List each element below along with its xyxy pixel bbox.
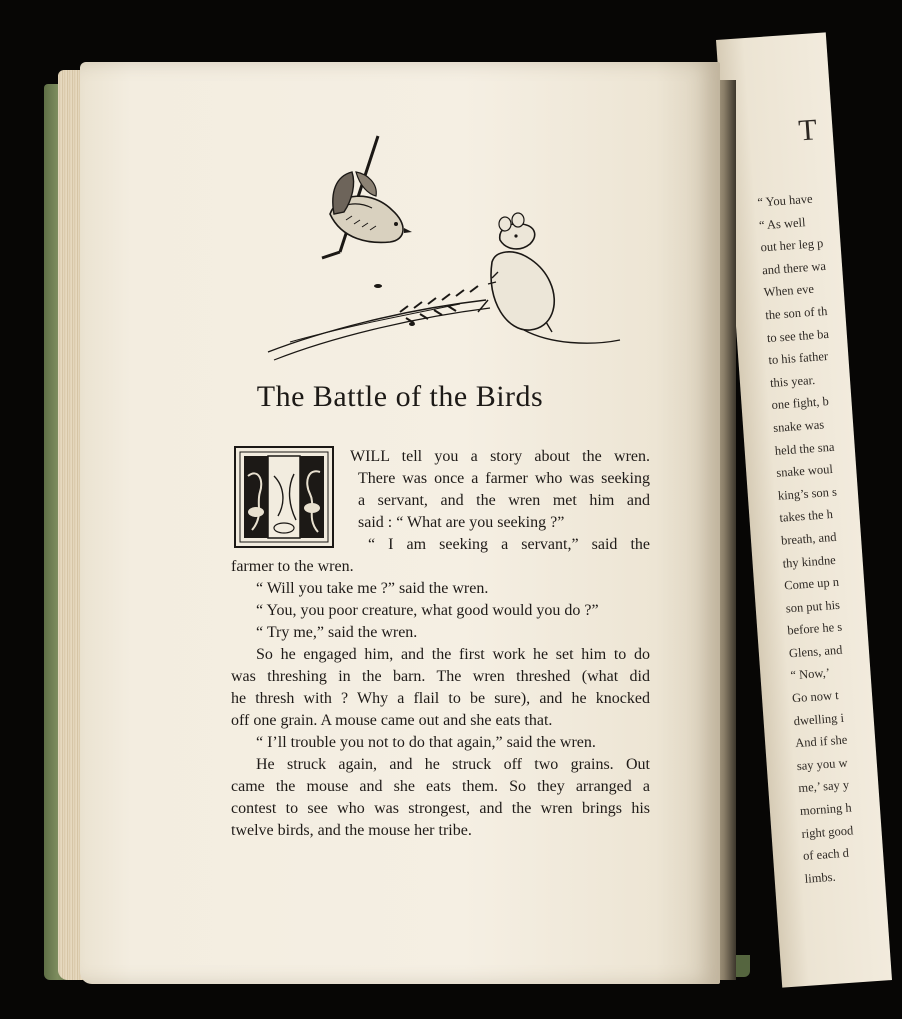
text-line: “ Try me,” said the wren. [256,624,418,641]
right-page-line: right good [801,822,854,841]
right-page-line: limbs. [804,869,837,886]
right-page-line: Go now t [791,688,840,706]
wren-and-mouse-illustration [260,132,630,372]
left-page [80,62,720,984]
text-line: “ You, you poor creature, what good would you do ?” [256,602,599,619]
right-page-line: of each d [802,845,850,864]
text-line: he thresh with ? Why a flail to be sure), and he knocked [231,690,650,707]
text-line: “ I am seeking a servant,” said the [368,536,650,553]
right-page-line: king’s son s [777,484,838,503]
right-page-line: the son of th [764,303,828,323]
right-page-line: out her leg p [760,236,824,255]
chapter-title: The Battle of the Birds [256,380,544,413]
right-page-line: one fight, b [771,394,830,413]
wheat-stalks-drawing [268,284,490,360]
right-page-line: Come up n [783,574,840,593]
right-page-line: this year. [769,372,816,390]
text-line: was threshing in the barn. The wren threshed (what did [231,668,650,685]
mouse-drawing [478,213,620,343]
right-page-line: say you w [796,755,848,773]
wren-drawing [330,172,412,242]
text-line: There was once a farmer who was seeking [358,470,650,487]
text-line: off one grain. A mouse came out and she eats that. [231,712,553,729]
right-page-line: takes the h [779,507,834,526]
right-page-line: and there wa [761,258,827,278]
right-page-line: “ Now,’ [790,666,831,683]
right-page-line: thy kindne [782,552,837,571]
right-page-line: to see the ba [766,326,830,345]
text-line: a servant, and the wren met him and [358,492,650,509]
text-line: “ Will you take me ?” said the wren. [256,580,489,597]
right-page-line: When eve [763,282,815,300]
right-page-line: morning h [799,800,853,819]
text-line: twelve birds, and the mouse her tribe. [231,822,472,839]
right-page-line: “ As well [758,214,806,233]
right-page-line: “ You have [756,191,814,210]
text-line: farmer to the wren. [231,558,354,575]
right-page-line: me,’ say y [797,777,850,796]
illuminated-initial-i [234,446,334,548]
right-page-line: And if she [794,732,848,751]
right-page-line: before he s [786,619,843,638]
text-line: So he engaged him, and the first work he set him to do [256,646,650,663]
right-page-line: snake woul [775,462,834,480]
right-page-line: breath, and [780,529,837,548]
right-page-text [752,111,896,890]
right-page-line: Glens, and [788,642,843,661]
right-page-title: T [797,113,819,148]
right-page-line: to his father [767,349,829,368]
right-page-line: snake was [772,417,825,435]
text-line: said : “ What are you seeking ?” [358,514,565,531]
flail-swingle [322,252,340,258]
text-line: “ I’ll trouble you not to do that again,” said the wren. [256,734,596,751]
right-page-line: held the sna [774,439,835,458]
text-line: WILL tell you a story about the wren. [350,448,650,465]
text-line: contest to see who was strongest, and the wren brings his [231,800,650,817]
right-page-line: son put his [785,597,841,616]
text-line: came the mouse and she eats them. So they arranged a [231,778,650,795]
right-page [716,32,892,987]
text-line: He struck again, and he struck off two grains. Out [256,756,650,773]
right-page-line: dwelling i [793,710,845,728]
